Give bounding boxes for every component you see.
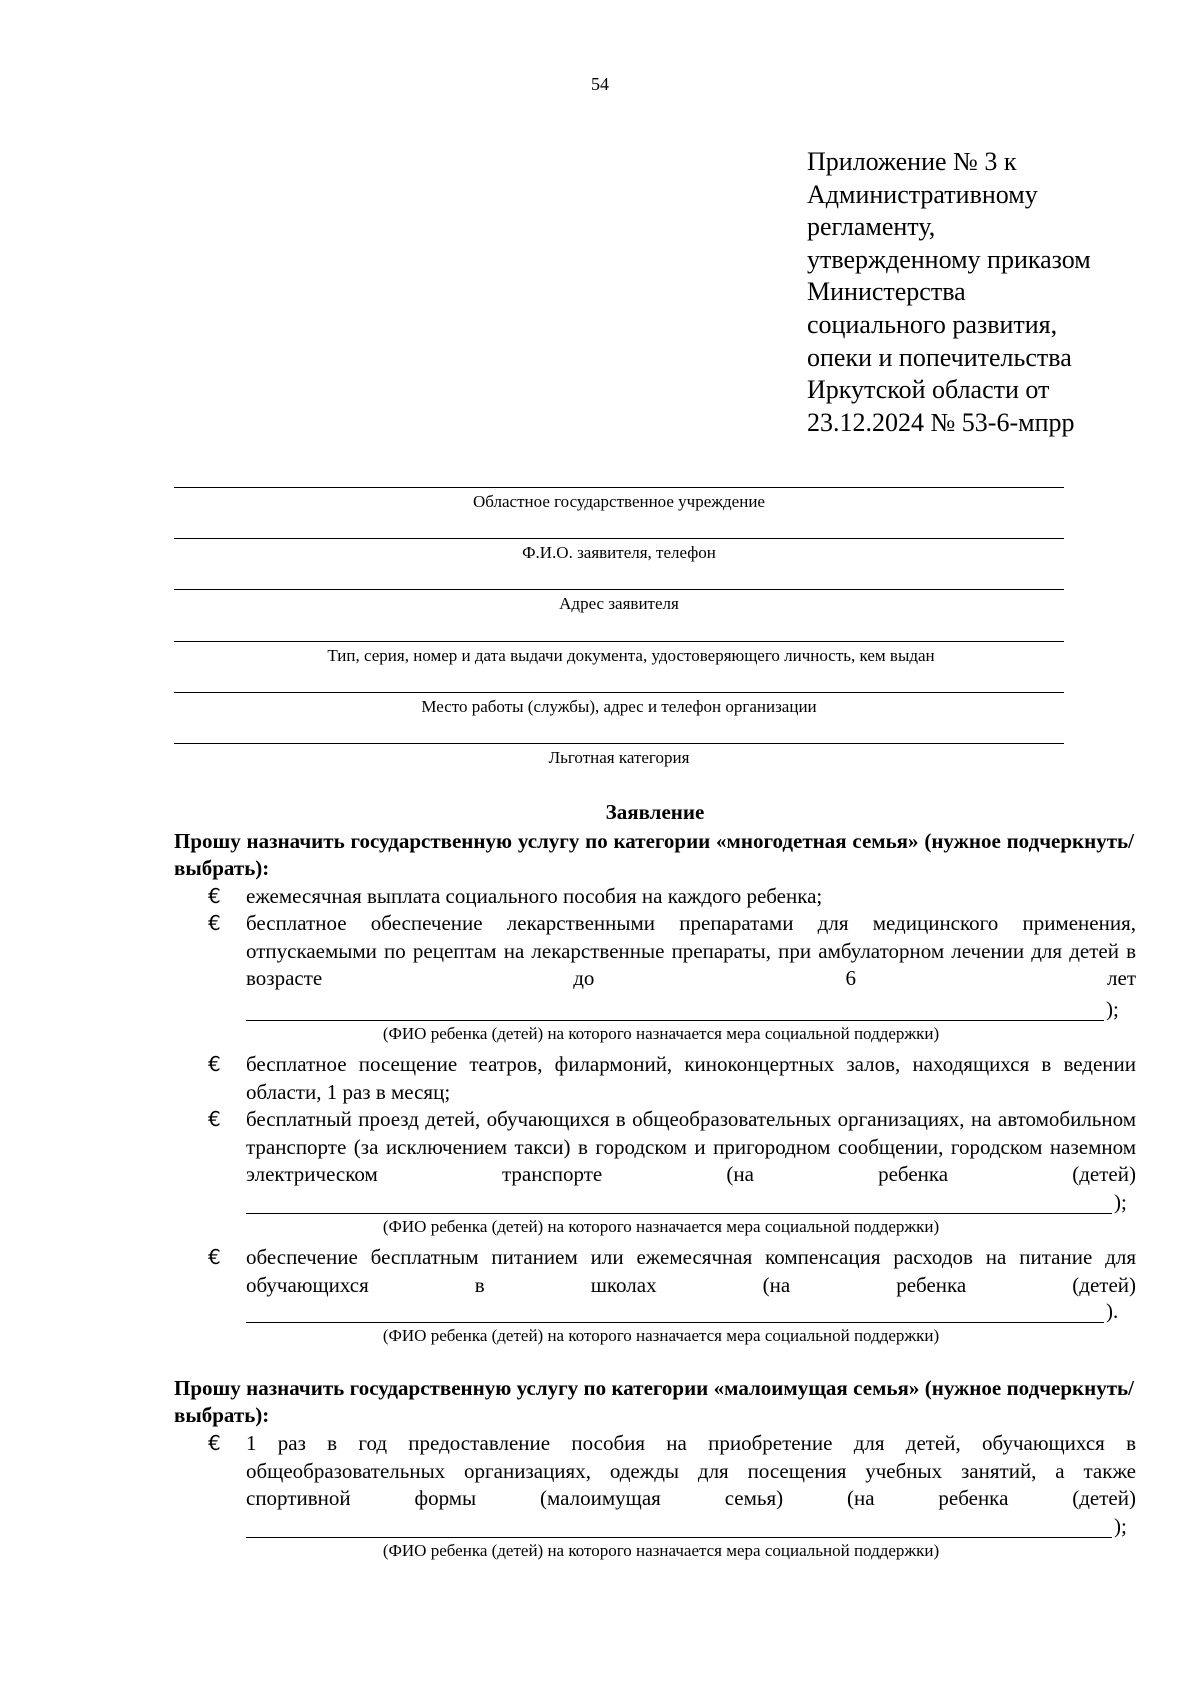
request-large-family: Прошу назначить государственную услугу по категории «многодетная семья» (нужное подчеркнуть/выбрать): xyxy=(174,829,1134,880)
euro-bullet-icon: € xyxy=(208,884,221,908)
appendix-line: Иркутской области от xyxy=(807,375,1050,405)
workplace-label: Место работы (службы), адрес и телефон организации xyxy=(421,697,817,716)
option-text: бесплатное обеспечение лекарственными препаратами для медицинского применения, отпускаемыми по рецептам на лекарственные препараты, при амбулаторном лечении для детей в возрасте до 6 лет xyxy=(246,911,1136,990)
appendix-line: 23.12.2024 № 53-6-мпрр xyxy=(807,407,1075,437)
appendix-line: Административному xyxy=(807,179,1038,209)
euro-bullet-icon: € xyxy=(208,1431,221,1455)
option-text: обеспечение бесплатным питанием или ежемесячная компенсация расходов на питание для обучающихся в школах (на ребенка (детей) xyxy=(246,1245,1136,1297)
child-name-line[interactable] xyxy=(246,1020,1104,1021)
option-free-meals[interactable] xyxy=(208,1244,1136,1299)
line-end: ). xyxy=(1106,1299,1119,1323)
child-name-line[interactable] xyxy=(246,1322,1104,1323)
document-title: Заявление xyxy=(605,800,705,824)
institution-label: Областное государственное учреждение xyxy=(473,492,765,511)
option-text: бесплатное посещение театров, филармоний, киноконцертных залов, находящихся в ведении области, 1 раз в месяц; xyxy=(246,1052,1136,1104)
child-name-caption: (ФИО ребенка (детей) на которого назначается мера социальной поддержки) xyxy=(382,1541,940,1560)
option-monthly-allowance[interactable] xyxy=(208,883,1136,911)
child-name-line[interactable] xyxy=(246,1213,1112,1214)
option-text: ежемесячная выплата социального пособия на каждого ребенка; xyxy=(246,884,823,908)
institution-field[interactable] xyxy=(174,487,1064,514)
option-free-theaters[interactable] xyxy=(208,1051,1136,1106)
option-text: 1 раз в год предоставление пособия на приобретение для детей, обучающихся в общеобразовательных организациях, одежды для посещения учебных занятий, а также спортивной формы (малоимущая семья) (на ребенка (детей) xyxy=(246,1431,1136,1510)
child-name-caption: (ФИО ребенка (детей) на которого назначается мера социальной поддержки) xyxy=(382,1217,940,1236)
applicant-address-field[interactable] xyxy=(174,589,1064,616)
request-low-income-family: Прошу назначить государственную услугу по категории «малоимущая семья» (нужное подчеркнуть/выбрать): xyxy=(174,1376,1134,1427)
appendix-line: утвержденному приказом xyxy=(807,244,1091,274)
euro-bullet-icon: € xyxy=(208,911,221,935)
applicant-name-label: Ф.И.О. заявителя, телефон xyxy=(522,543,716,562)
euro-bullet-icon: € xyxy=(208,1107,221,1131)
appendix-line: Приложение № 3 к xyxy=(807,147,1017,176)
option-clothing-allowance[interactable] xyxy=(208,1430,1136,1513)
euro-bullet-icon: € xyxy=(208,1245,221,1269)
appendix-block xyxy=(807,146,1167,439)
identity-document-field[interactable] xyxy=(174,641,1064,668)
benefit-category-field[interactable] xyxy=(174,743,1064,770)
workplace-field[interactable] xyxy=(174,692,1064,719)
page-number: 54 xyxy=(591,74,609,94)
identity-document-label: Тип, серия, номер и дата выдачи документа, удостоверяющего личность, кем выдан xyxy=(327,646,935,665)
line-end: ); xyxy=(1114,1514,1127,1538)
option-free-medicines[interactable] xyxy=(208,910,1136,993)
option-text: бесплатный проезд детей, обучающихся в общеобразовательных организациях, на автомобильном транспорте (за исключением такси) в городском и пригородном сообщении, городском наземном электрическом транспорте (на ребенка (детей) xyxy=(246,1107,1136,1186)
benefit-category-label: Льготная категория xyxy=(548,748,690,767)
line-end: ); xyxy=(1106,997,1119,1021)
applicant-name-field[interactable] xyxy=(174,538,1064,565)
appendix-line: опеки и попечительства xyxy=(807,342,1072,372)
appendix-line: регламенту, xyxy=(807,212,936,242)
option-free-transport[interactable] xyxy=(208,1106,1136,1189)
child-name-caption: (ФИО ребенка (детей) на которого назначается мера социальной поддержки) xyxy=(382,1326,940,1345)
euro-bullet-icon: € xyxy=(208,1052,221,1076)
appendix-line: социального развития, xyxy=(807,309,1058,339)
child-name-line[interactable] xyxy=(246,1537,1112,1538)
line-end: ); xyxy=(1114,1190,1127,1214)
appendix-line: Министерства xyxy=(807,277,966,307)
child-name-caption: (ФИО ребенка (детей) на которого назначается мера социальной поддержки) xyxy=(382,1024,940,1043)
applicant-address-label: Адрес заявителя xyxy=(559,594,679,613)
